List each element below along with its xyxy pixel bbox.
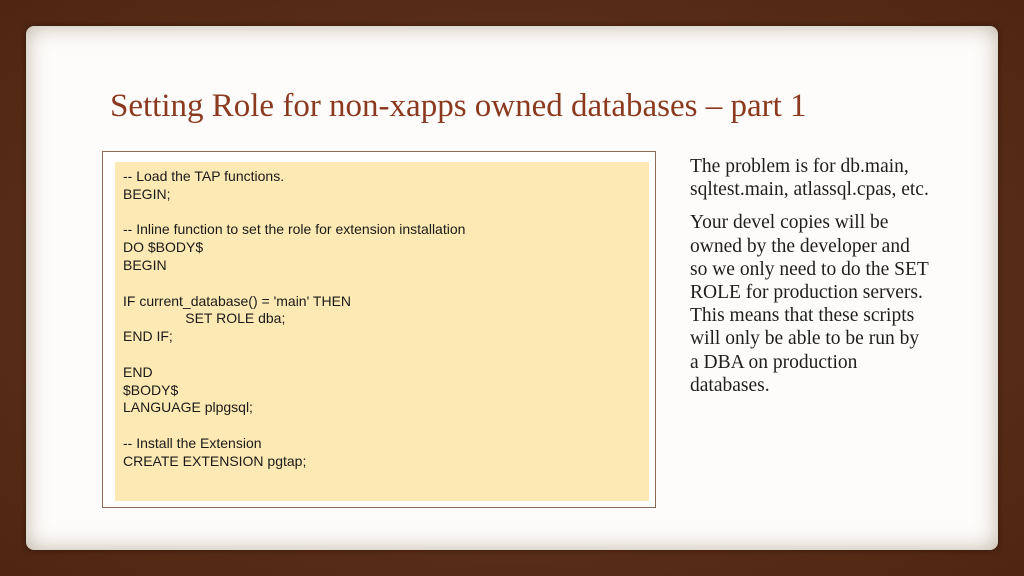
code-line xyxy=(123,275,641,293)
code-line: BEGIN; xyxy=(123,185,171,202)
paragraph: The problem is for db.main, sqltest.main, atlassql.cpas, etc. xyxy=(690,156,929,201)
code-block xyxy=(115,162,649,501)
code-line: $BODY$ xyxy=(123,381,179,398)
code-line: -- Inline function to set the role for extension installation xyxy=(123,221,466,238)
paragraph: Your devel copies will be owned by the developer and so we only need to do the SET ROLE for production servers. This means that these scripts will only be able to be run by a DBA on production databases. xyxy=(690,212,929,396)
code-line: CREATE EXTENSION pgtap; xyxy=(123,452,307,469)
code-line: -- Load the TAP functions. xyxy=(123,168,285,184)
slide-title: Setting Role for non-xapps owned databases – part 1 xyxy=(110,88,807,124)
code-line xyxy=(123,417,641,435)
code-line xyxy=(123,204,641,222)
code-line: END IF; xyxy=(123,328,173,345)
code-line: IF current_database() = 'main' THEN xyxy=(123,292,352,309)
side-text xyxy=(690,155,930,407)
code-box xyxy=(102,151,656,508)
code-line: BEGIN xyxy=(123,256,167,273)
code-line xyxy=(123,346,641,364)
code-line: SET ROLE dba; xyxy=(123,310,286,327)
code-line: -- Install the Extension xyxy=(123,434,262,451)
code-line: LANGUAGE plpgsql; xyxy=(123,399,253,416)
code-line: DO $BODY$ xyxy=(123,239,204,256)
code-line: END xyxy=(123,363,153,380)
